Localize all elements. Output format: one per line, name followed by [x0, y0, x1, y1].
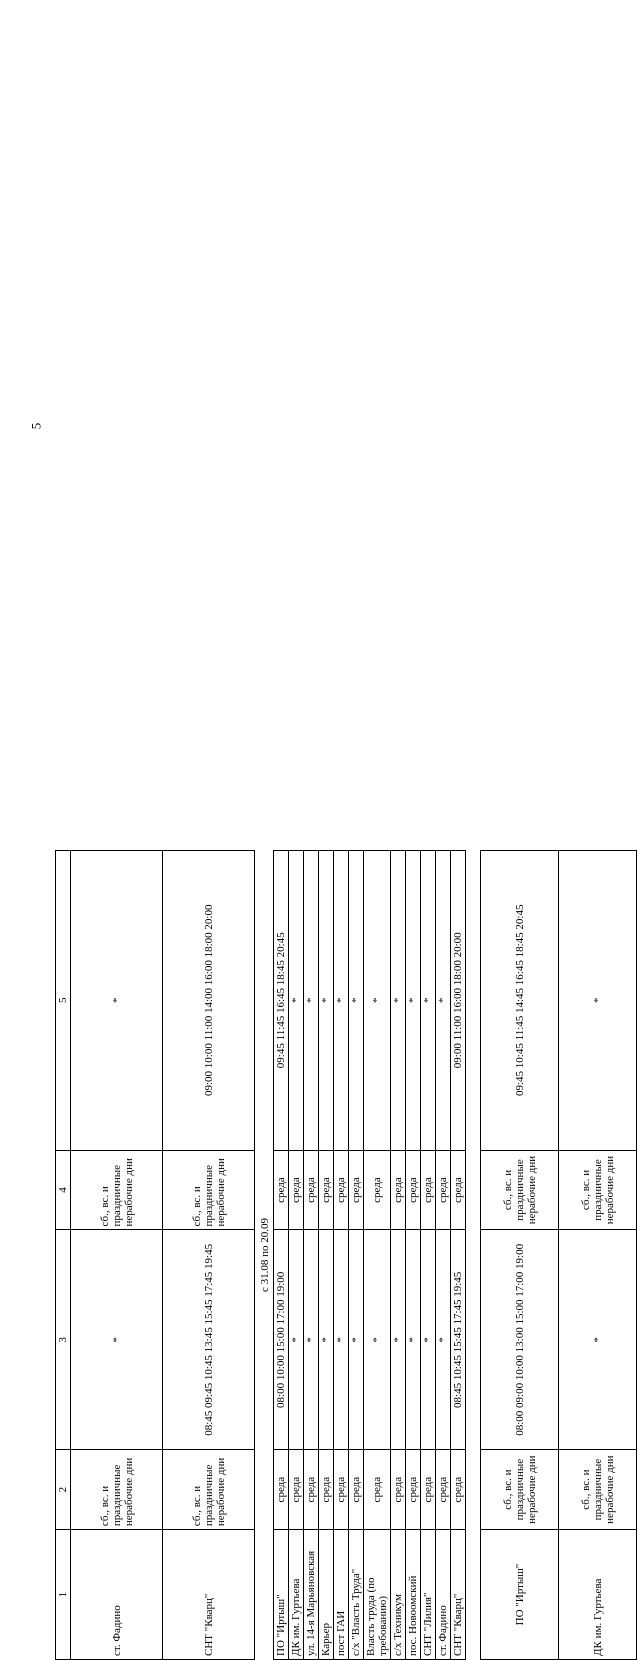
stop-cell: ДК им. Гуртьева: [559, 1530, 637, 1660]
times-cell: 09:45 11:45 16:45 18:45 20:45: [274, 851, 289, 1151]
days-cell: сб., вс. и праздничные нерабочие дни: [71, 1450, 163, 1530]
times-cell: 08:00 09:00 10:00 13:00 15:00 17:00 19:00: [481, 1230, 559, 1450]
table-row: [559, 851, 637, 1660]
times-cell: *: [391, 851, 406, 1151]
stop-cell: с/х "Власть Труда": [349, 1530, 364, 1660]
table-row: [163, 851, 255, 1660]
times-cell: *: [319, 1230, 334, 1450]
days-cell: среда: [289, 1450, 304, 1530]
times-cell: *: [334, 851, 349, 1151]
stop-cell: пост ГАИ: [334, 1530, 349, 1660]
days-cell: среда: [364, 1450, 391, 1530]
times-cell: *: [391, 1230, 406, 1450]
days-cell: сб., вс. и праздничные нерабочие дни: [559, 1150, 637, 1230]
days-cell: среда: [364, 1150, 391, 1230]
days-cell: среда: [334, 1150, 349, 1230]
days-cell: среда: [349, 1450, 364, 1530]
times-cell: *: [364, 1230, 391, 1450]
days-cell: среда: [349, 1150, 364, 1230]
times-cell: *: [349, 851, 364, 1151]
stop-cell: пос. Новоомский: [406, 1530, 421, 1660]
table-row: [481, 851, 559, 1660]
table-row: [364, 851, 391, 1660]
days-cell: среда: [391, 1450, 406, 1530]
days-cell: среда: [421, 1150, 436, 1230]
times-cell: *: [71, 851, 163, 1151]
stop-cell: ул. 14-я Марьяновская: [304, 1530, 319, 1660]
table-row: [451, 851, 466, 1660]
days-cell: среда: [304, 1450, 319, 1530]
stop-cell: ПО "Иртыш": [481, 1530, 559, 1660]
table-row: [334, 851, 349, 1660]
times-cell: *: [71, 1230, 163, 1450]
times-cell: *: [559, 1230, 637, 1450]
days-cell: сб., вс. и праздничные нерабочие дни: [163, 1150, 255, 1230]
times-cell: 09:45 10:45 11:45 14:45 16:45 18:45 20:45: [481, 851, 559, 1151]
header-cell: 5: [56, 851, 71, 1151]
stop-cell: СНТ "Кварц": [163, 1530, 255, 1660]
days-cell: среда: [406, 1450, 421, 1530]
times-cell: 09:00 11:00 16:00 18:00 20:00: [451, 851, 466, 1151]
days-cell: сб., вс. и праздничные нерабочие дни: [481, 1450, 559, 1530]
days-cell: среда: [436, 1450, 451, 1530]
table-row: [406, 851, 421, 1660]
spacer-row: [466, 851, 481, 1660]
table-row: [304, 851, 319, 1660]
stop-cell: Власть труда (по требованию): [364, 1530, 391, 1660]
times-cell: 08:00 10:00 15:00 17:00 19:00: [274, 1230, 289, 1450]
stop-cell: ДК им. Гуртьева: [289, 1530, 304, 1660]
section-title: с 31.08 по 20.09: [259, 1217, 271, 1293]
table-row: [421, 851, 436, 1660]
schedule-table: [55, 850, 637, 1660]
times-cell: *: [436, 1230, 451, 1450]
times-cell: *: [436, 851, 451, 1151]
times-cell: *: [319, 851, 334, 1151]
stop-cell: ст. Фадино: [436, 1530, 451, 1660]
stop-cell: ст. Фадино: [71, 1530, 163, 1660]
times-cell: *: [559, 851, 637, 1151]
times-cell: 09:00 10:00 11:00 14:00 16:00 18:00 20:00: [163, 851, 255, 1151]
times-cell: *: [304, 851, 319, 1151]
days-cell: среда: [451, 1450, 466, 1530]
days-cell: среда: [304, 1150, 319, 1230]
times-cell: 08:45 09:45 10:45 13:45 15:45 17:45 19:45: [163, 1230, 255, 1450]
stop-cell: Карьер: [319, 1530, 334, 1660]
times-cell: *: [289, 1230, 304, 1450]
table-row: [391, 851, 406, 1660]
stop-cell: СНТ "Кварц": [451, 1530, 466, 1660]
times-cell: 08:45 10:45 15:45 17:45 19:45: [451, 1230, 466, 1450]
stop-cell: СНТ "Лилия": [421, 1530, 436, 1660]
days-cell: среда: [391, 1150, 406, 1230]
section-row: [255, 851, 274, 1660]
times-cell: *: [406, 1230, 421, 1450]
days-cell: среда: [334, 1450, 349, 1530]
table-row: [319, 851, 334, 1660]
times-cell: *: [421, 851, 436, 1151]
days-cell: среда: [421, 1450, 436, 1530]
times-cell: *: [349, 1230, 364, 1450]
days-cell: среда: [274, 1450, 289, 1530]
times-cell: *: [334, 1230, 349, 1450]
days-cell: среда: [274, 1150, 289, 1230]
header-cell: 4: [56, 1150, 71, 1230]
header-row: [56, 851, 71, 1660]
table-row: [436, 851, 451, 1660]
days-cell: сб., вс. и праздничные нерабочие дни: [559, 1450, 637, 1530]
stop-cell: ПО "Иртыш": [274, 1530, 289, 1660]
times-cell: *: [364, 851, 391, 1151]
days-cell: среда: [319, 1450, 334, 1530]
days-cell: среда: [289, 1150, 304, 1230]
days-cell: сб., вс. и праздничные нерабочие дни: [71, 1150, 163, 1230]
days-cell: сб., вс. и праздничные нерабочие дни: [481, 1150, 559, 1230]
table-row: [289, 851, 304, 1660]
times-cell: *: [421, 1230, 436, 1450]
days-cell: среда: [436, 1150, 451, 1230]
header-cell: 1: [56, 1530, 71, 1660]
table-row: [274, 851, 289, 1660]
header-cell: 2: [56, 1450, 71, 1530]
times-cell: *: [406, 851, 421, 1151]
days-cell: сб., вс. и праздничные нерабочие дни: [163, 1450, 255, 1530]
times-cell: *: [304, 1230, 319, 1450]
schedule-table-rotated: [55, 850, 616, 1660]
days-cell: среда: [406, 1150, 421, 1230]
header-cell: 3: [56, 1230, 71, 1450]
page-number: 5: [28, 422, 44, 430]
table-row: [349, 851, 364, 1660]
stop-cell: с/х Техникум: [391, 1530, 406, 1660]
days-cell: среда: [319, 1150, 334, 1230]
times-cell: *: [289, 851, 304, 1151]
days-cell: среда: [451, 1150, 466, 1230]
table-row: [71, 851, 163, 1660]
